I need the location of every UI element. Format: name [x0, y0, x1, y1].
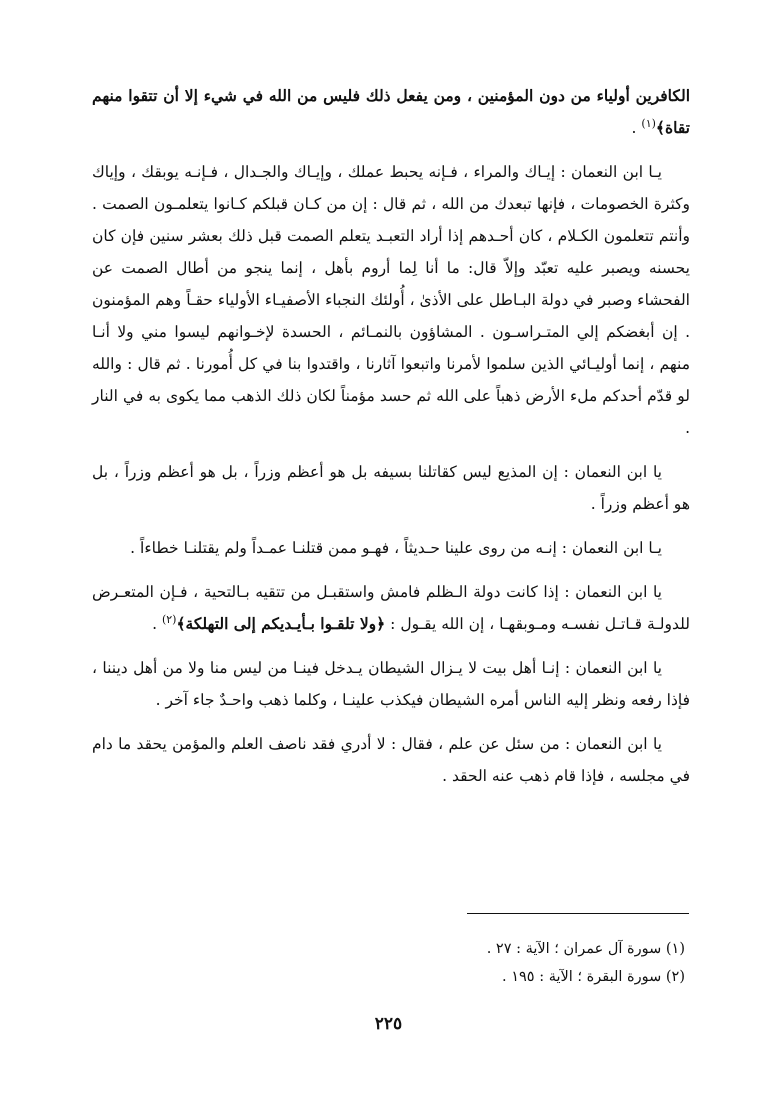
paragraph-text: يـا ابن النعمان : إنـه من روى علينا حـديثاً ، فهـو ممن قتلنـا عمـداً ولم يقتلنـا خطاءاً .: [130, 539, 662, 557]
footnote-2: (٢) سورة البقرة ؛ الآية : ١٩٥ .: [502, 969, 685, 985]
paragraph-oppression: [92, 576, 690, 640]
page-number: ٢٢٥: [374, 1014, 403, 1034]
paragraph-narrator: [92, 532, 690, 564]
quran-close-bracket: ﴾: [655, 118, 665, 137]
paragraph-text: يا ابن النعمان : من سئل عن علم ، فقال : لا أدري فقد ناصف العلم والمؤمن يحقد ما دام في مجلسه ، فإذا قام ذهب عنه الحقد .: [92, 735, 690, 785]
paragraph-broadcaster: [92, 456, 690, 520]
footnote-divider: [467, 913, 689, 914]
paragraph-text: يا ابن النعمان : إنـا أهل بيت لا يـزال الشيطان يـدخل فينـا من ليس منا ولا من أهل ديننا ، فإذا رفعه ونظر إليه الناس أمره الشيطان فيكذب علينـا ، وكلما ذهب واحـدٌ جاء آخر .: [92, 659, 690, 709]
footnotes: [87, 935, 685, 991]
footnote-ref-2: (٢): [161, 612, 177, 626]
paragraph-household: [92, 652, 690, 716]
footnote-1: (١) سورة آل عمران ؛ الآية : ٢٧ .: [486, 941, 685, 957]
quran-text: الكافرين أولياء من دون المؤمنين ، ومن يفعل ذلك فليس من الله في شيء إلا أن تتقوا منهم تقاة: [92, 86, 690, 137]
paragraph-end: .: [152, 615, 162, 633]
page-body: [92, 80, 690, 804]
quran-verse: ﴿ولا تلقـوا بـأيـديكم إلى التهلكة﴾: [176, 614, 386, 633]
paragraph-knowledge: [92, 728, 690, 792]
footnote-ref-1: (١): [641, 116, 656, 130]
paragraph-text: يا ابن النعمان : إن المذيع ليس كقاتلنا بسيفه بل هو أعظم وزراً ، بل هو أعظم وزراً ، بل هو أعظم وزراً .: [92, 463, 690, 513]
paragraph-silence: [92, 156, 690, 444]
paragraph-text: يـا ابن النعمان : إيـاك والمراء ، فـإنه يحبط عملك ، وإيـاك والجـدال ، فـإنـه يوبقك ، وإياك وكثرة الخصومات ، فإنها تبعدك من الله ، ثم قال : إن من كـان قبلكم كـانوا يتعلمـون الصمت . وأنتم تتعلمون الكـلام ، كان أحـدهم إذا أراد التعبـد يتعلم الصمت قبل ذلك بعشر سنين فإن كان يحسنه ويصبر عليه تعبّد وإلاّ قال: ما أنا لِما أروم بأهل ، إنما ينجو من أطال الصمت عن الفحشاء وصبر في دولة البـاطل على الأذىٰ ، أُولئك النجباء الأصفيـاء الأولياء حقـاً وهم المؤمنون . إن أبغضكم إلي المتـراسـون . المشاؤون بالنمـائم ، الحسدة لإخـوانهم ليسوا مني ولا أنـا منهم ، إنما أوليـائي الذين سلموا لأمرنا واتبعوا آثارنا ، واقتدوا بنا في كل أُمورنا . ثم قال : والله لو قدّم أحدكم ملء الأرض ذهباً على الله ثم حسد مؤمناً لكان ذلك الذهب مما يكوى به في النار .: [92, 163, 690, 437]
paragraph-end: .: [631, 119, 642, 137]
paragraph-quran-continuation: [92, 80, 690, 144]
paragraph-text: يا ابن النعمان : إذا كانت دولة الـظلم فامش واستقبـل من تتقيه بـالتحية ، فـإن المتعـرض للدولـة قـاتـل نفسـه ومـوبقهـا ، إن الله يقـول :: [92, 583, 690, 633]
